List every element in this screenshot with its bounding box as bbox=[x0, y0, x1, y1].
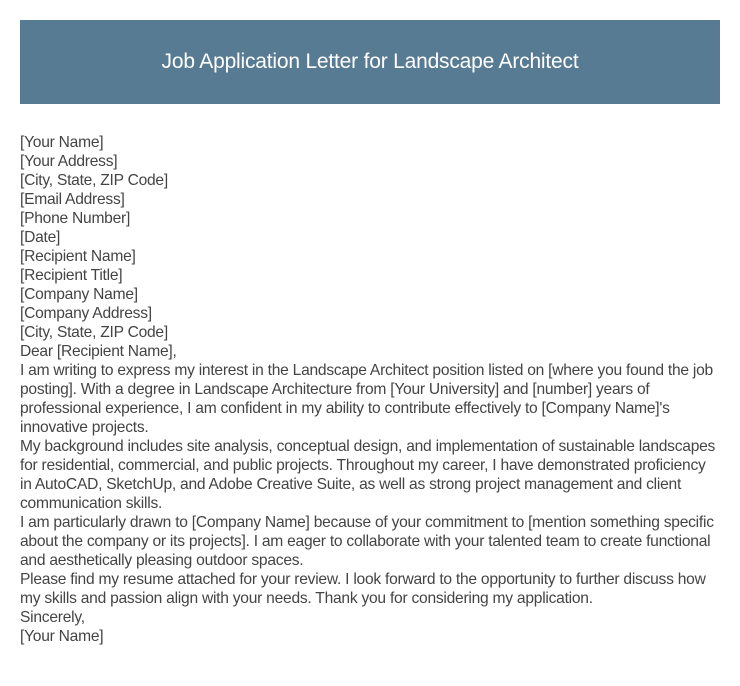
recipient-block bbox=[20, 247, 720, 342]
sender-block bbox=[20, 133, 720, 247]
paragraph-intro: I am writing to express my interest in the Landscape Architect position listed on [where you found the job posting]. With a degree in Landscape Architecture from [Your University] and [number] years of professional experience, I am confident in my ability to contribute effectively to [Company Name]'s innovative projects. bbox=[20, 362, 713, 436]
sender-city: [City, State, ZIP Code] bbox=[20, 172, 168, 189]
sender-address: [Your Address] bbox=[20, 153, 118, 170]
page-title: Job Application Letter for Landscape Architect bbox=[161, 50, 579, 73]
company-name: [Company Name] bbox=[20, 286, 138, 303]
paragraph-closing: Please find my resume attached for your review. I look forward to the opportunity to further discuss how my skills and passion align with your needs. Thank you for considering my application. bbox=[20, 571, 706, 607]
recipient-title: [Recipient Title] bbox=[20, 267, 123, 284]
sender-phone: [Phone Number] bbox=[20, 210, 131, 227]
closing: Sincerely, bbox=[20, 609, 85, 626]
letter-header bbox=[20, 20, 720, 104]
paragraph-motivation: I am particularly drawn to [Company Name] because of your commitment to [mention something specific about the company or its projects]. I am eager to collaborate with your talented team to create functional and aesthetically pleasing outdoor spaces. bbox=[20, 514, 714, 569]
signature: [Your Name] bbox=[20, 628, 104, 645]
salutation: Dear [Recipient Name], bbox=[20, 343, 177, 360]
company-address: [Company Address] bbox=[20, 305, 152, 322]
sender-email: [Email Address] bbox=[20, 191, 125, 208]
paragraph-background: My background includes site analysis, conceptual design, and implementation of sustainable landscapes for residential, commercial, and public projects. Throughout my career, I have demonstrated proficiency in AutoCAD, SketchUp, and Adobe Creative Suite, as well as strong project management and client communication skills. bbox=[20, 438, 716, 512]
recipient-name: [Recipient Name] bbox=[20, 248, 136, 265]
letter-date: [Date] bbox=[20, 229, 61, 246]
letter-body bbox=[20, 133, 720, 646]
sender-name: [Your Name] bbox=[20, 134, 104, 151]
company-city: [City, State, ZIP Code] bbox=[20, 324, 168, 341]
